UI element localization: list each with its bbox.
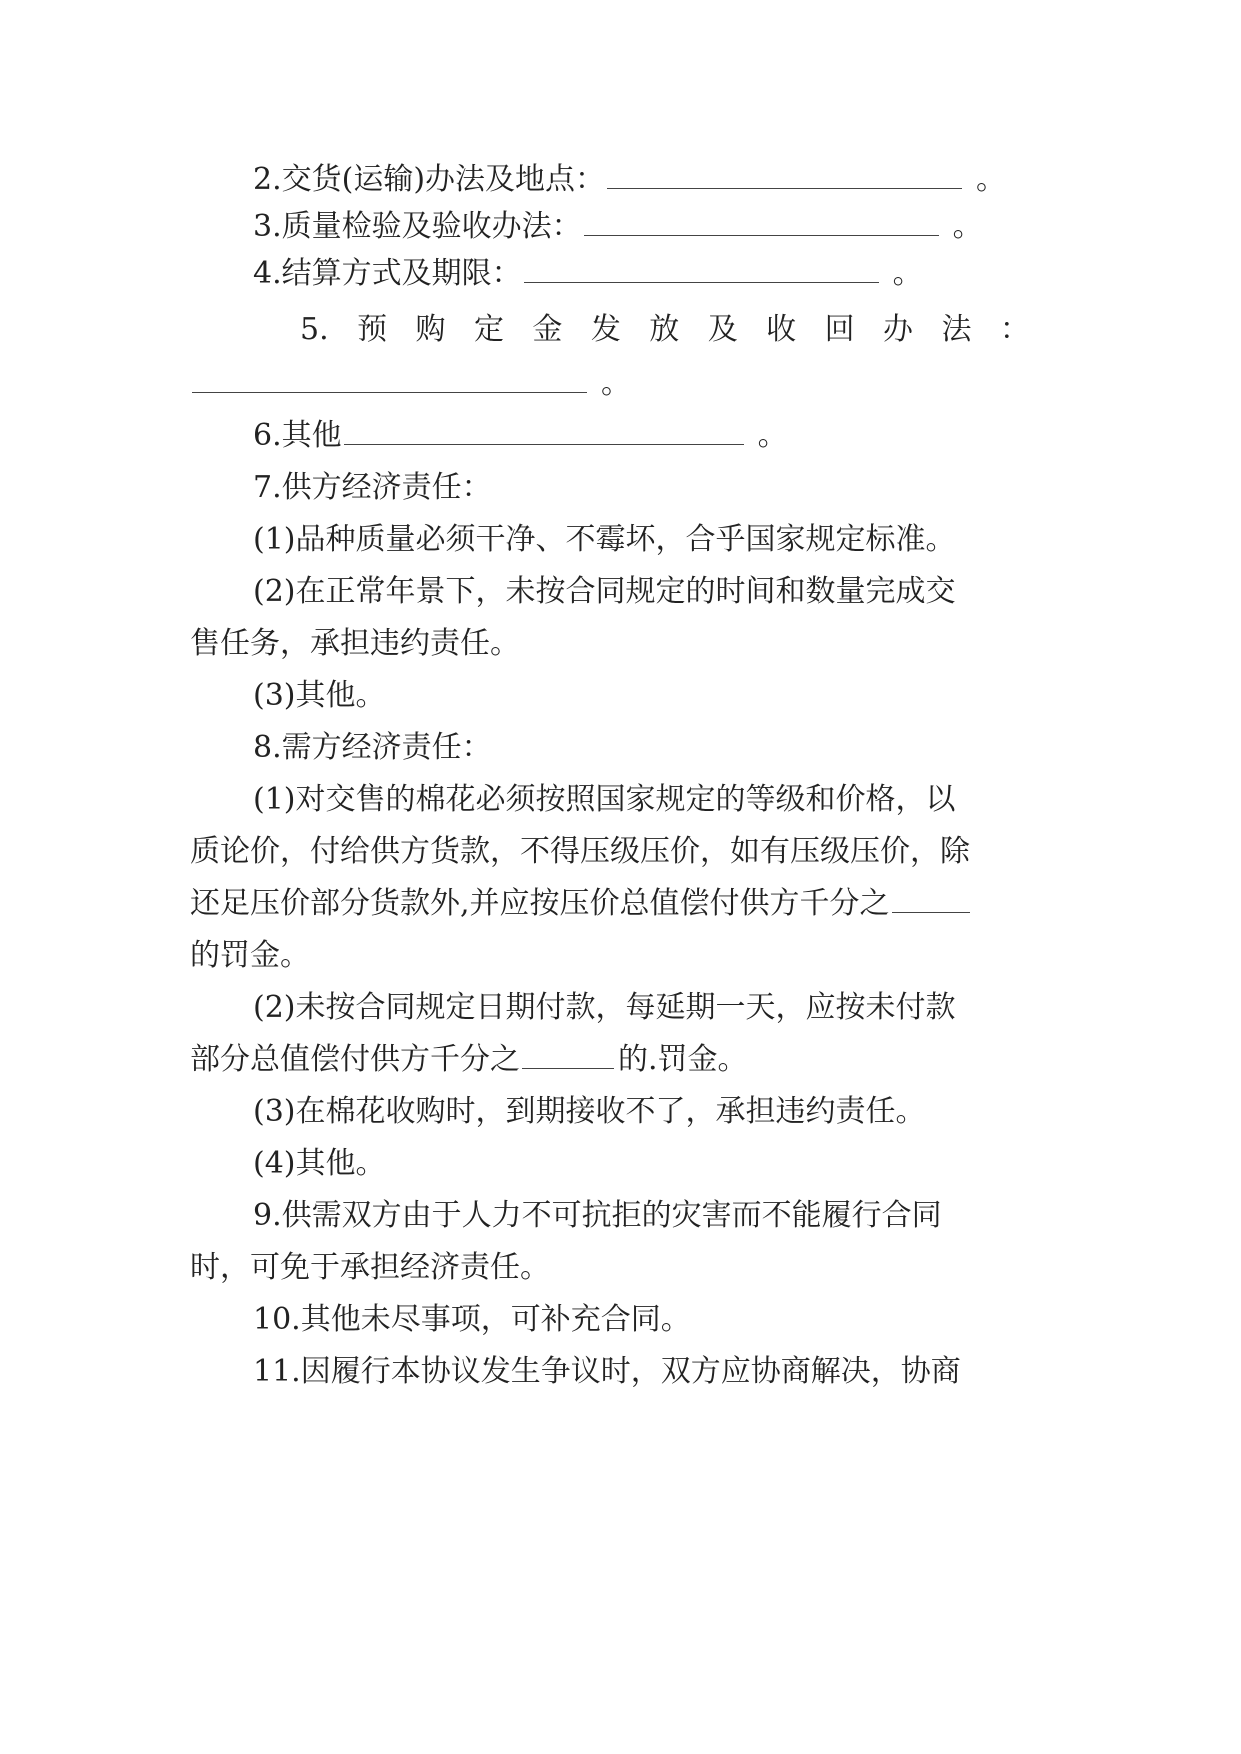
clause-8-item-2-text-pre: 部分总值偿付供方千分之 <box>190 1042 520 1077</box>
clause-5-char: 金 <box>532 312 563 347</box>
clause-5-char: 办 <box>883 312 913 347</box>
clause-5-char: 预 <box>357 312 388 347</box>
clause-4-end: 。 <box>892 256 923 291</box>
clause-8-item-2-blank[interactable] <box>522 1042 614 1069</box>
clause-5-char: 收 <box>766 312 797 347</box>
clause-5-text <box>300 310 1030 350</box>
clause-6-blank[interactable] <box>344 418 744 445</box>
clause-6-text: 6.其他 <box>253 418 342 453</box>
clause-8-item-1-line-2: 质论价，付给供方货款，不得压级压价，如有压级压价，除 <box>190 834 970 869</box>
clause-4-blank[interactable] <box>524 256 879 283</box>
clause-5 <box>0 310 1241 350</box>
clause-5-char: ： <box>999 312 1030 347</box>
clause-5-char: 放 <box>649 312 680 347</box>
clause-7-item-3: (3)其他。 <box>253 678 386 713</box>
clause-2-end: 。 <box>976 162 1007 197</box>
clause-3 <box>0 207 1241 247</box>
clause-5-blank-line <box>0 364 1241 404</box>
clause-2-blank[interactable] <box>607 162 962 189</box>
clause-8-item-2-line-1: (2)未按合同规定日期付款，每延期一天，应按未付款 <box>253 990 956 1025</box>
clause-11-line-1: 11.因履行本协议发生争议时，双方应协商解决，协商 <box>253 1354 961 1389</box>
clause-8-item-1-line-1: (1)对交售的棉花必须按照国家规定的等级和价格，以 <box>253 782 956 817</box>
clause-3-text: 3.质量检验及验收办法： <box>253 209 582 244</box>
clause-5-blank[interactable] <box>192 366 587 393</box>
clause-2 <box>0 160 1241 200</box>
clause-7-item-2-line-2: 售任务，承担违约责任。 <box>190 626 520 661</box>
clause-7-heading: 7.供方经济责任： <box>253 470 492 505</box>
clause-5-char: 法 <box>941 312 972 347</box>
clause-7-item-2-line-1: (2)在正常年景下，未按合同规定的时间和数量完成交 <box>253 574 956 609</box>
clause-4-text: 4.结算方式及期限： <box>253 256 522 291</box>
clause-8-item-1-line-4: 的罚金。 <box>190 938 310 973</box>
clause-5-end: 。 <box>601 366 631 401</box>
clause-8-item-1-line-3-text: 还足压价部分货款外,并应按压价总值偿付供方千分之 <box>190 886 890 921</box>
clause-4 <box>0 254 1241 294</box>
clause-5-char: 回 <box>824 312 855 347</box>
clause-8-item-2-line-2 <box>0 1040 1241 1080</box>
clause-8-item-1-blank[interactable] <box>892 886 970 913</box>
clause-5-char: 5. <box>300 312 329 347</box>
clause-8-item-3: (3)在棉花收购时，到期接收不了，承担违约责任。 <box>253 1094 926 1129</box>
clause-8-heading: 8.需方经济责任： <box>253 730 492 765</box>
clause-8-item-2-text-post: 的.罚金。 <box>618 1042 748 1077</box>
clause-6 <box>0 416 1241 456</box>
clause-5-char: 定 <box>473 312 504 347</box>
clause-5-char: 及 <box>707 312 738 347</box>
clause-5-char: 发 <box>590 312 621 347</box>
clause-6-end: 。 <box>757 418 788 453</box>
clause-8-item-4: (4)其他。 <box>253 1146 386 1181</box>
clause-2-text: 2.交货(运输)办法及地点： <box>253 162 606 197</box>
clause-3-end: 。 <box>952 209 983 244</box>
clause-5-char: 购 <box>415 312 446 347</box>
clause-7-item-1: (1)品种质量必须干净、不霉坏，合乎国家规定标准。 <box>253 522 956 557</box>
clause-10: 10.其他未尽事项，可补充合同。 <box>253 1302 691 1337</box>
clause-9-line-2: 时，可免于承担经济责任。 <box>190 1250 550 1285</box>
clause-8-item-1-line-3 <box>0 884 1241 924</box>
clause-9-line-1: 9.供需双方由于人力不可抗拒的灾害而不能履行合同 <box>253 1198 942 1233</box>
clause-3-blank[interactable] <box>584 209 939 236</box>
